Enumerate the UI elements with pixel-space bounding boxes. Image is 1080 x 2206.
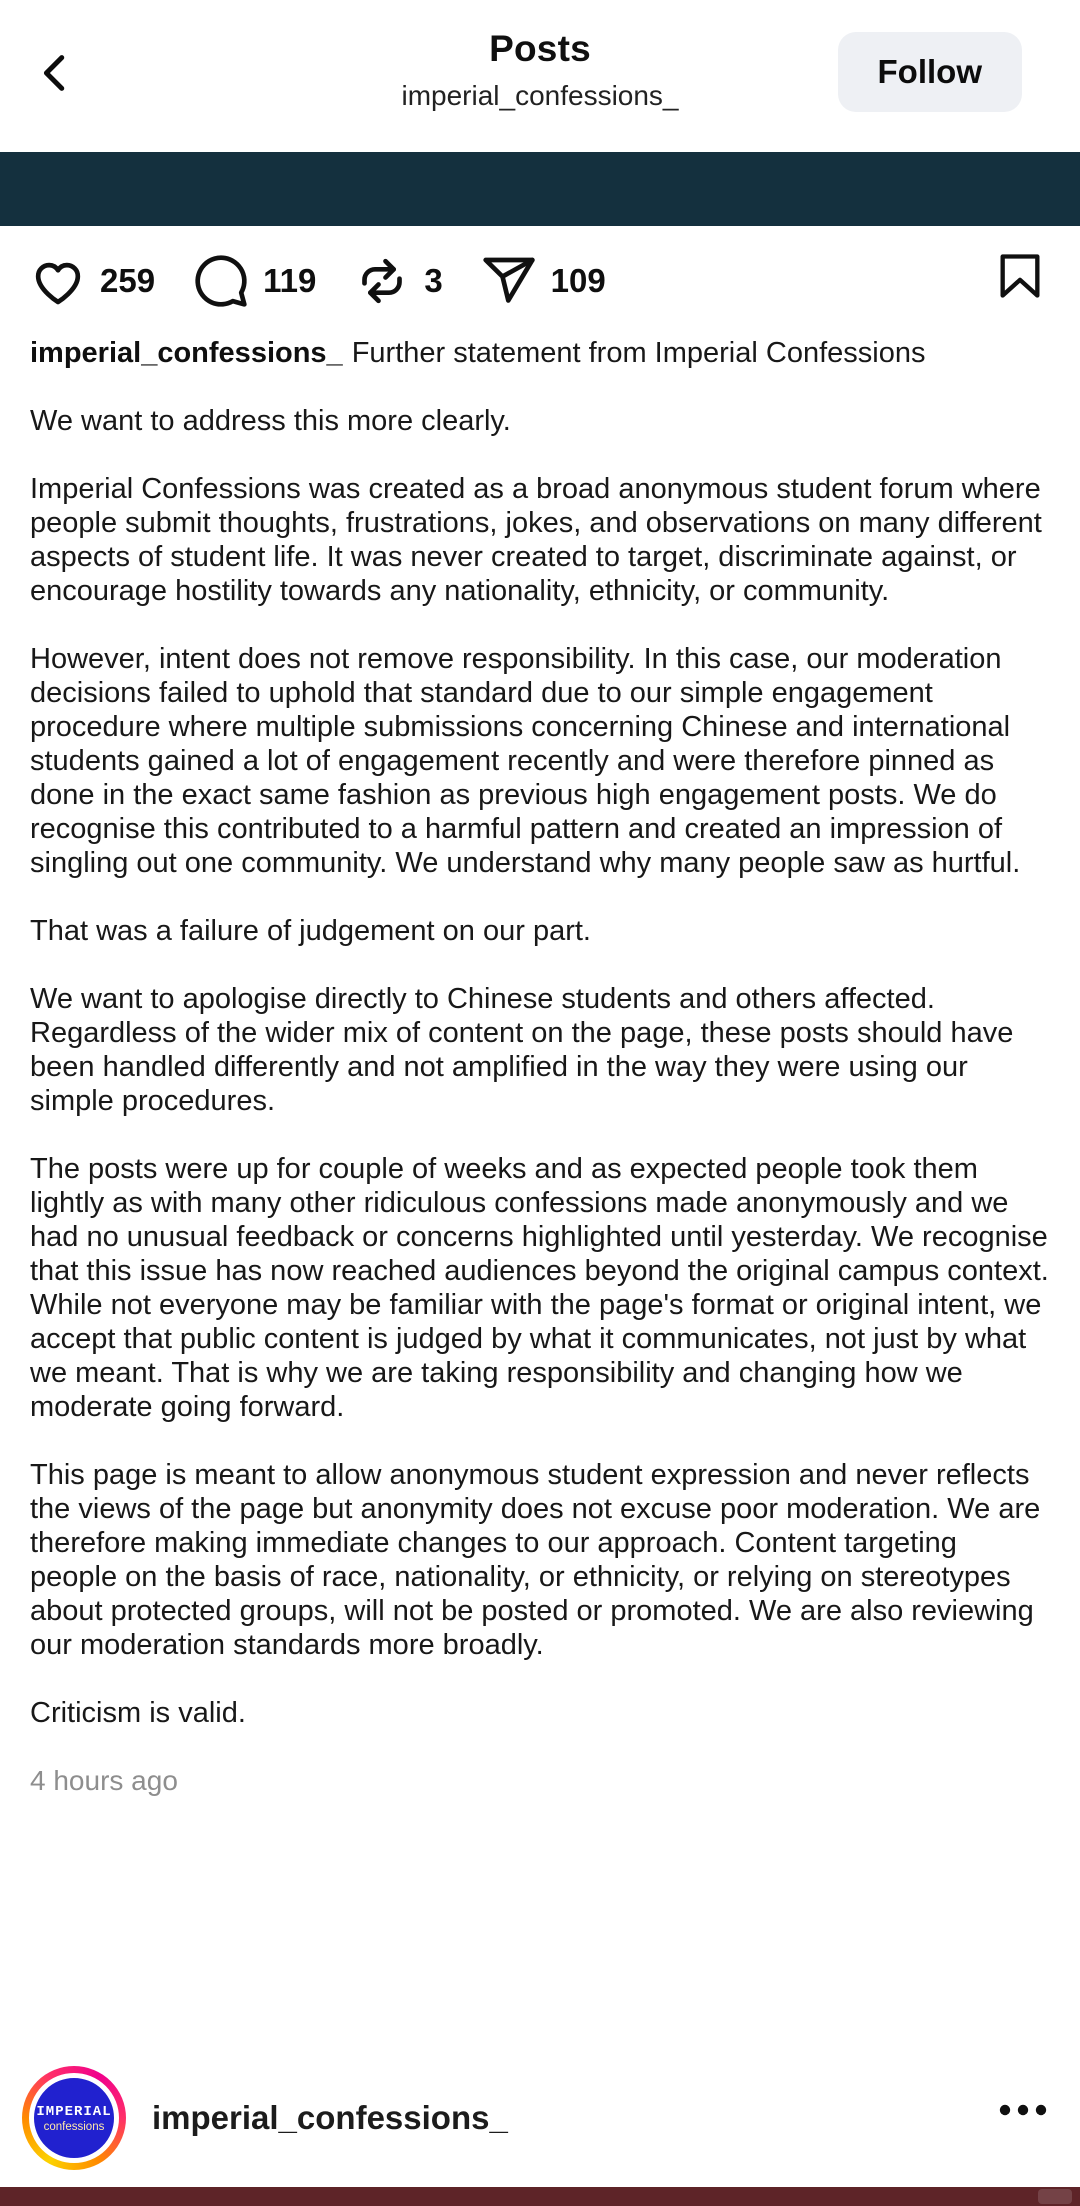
caption-paragraph: Imperial Confessions was created as a broad anonymous student forum where people submit thoughts, frustrations, jokes, and observations on many different aspects of student life. It was never created to target, discriminate against, or encourage hostility towards any nationality, ethnicity, or community. xyxy=(30,473,1042,607)
caption-paragraph: We want to apologise directly to Chinese students and others affected. Regardless of the wider mix of content on the page, these posts should have been handled differently and not amplified in the way they were using our simple procedures. xyxy=(30,983,1014,1117)
caption-paragraph: Criticism is valid. xyxy=(30,1697,246,1729)
caption-paragraph: We want to address this more clearly. xyxy=(30,405,511,437)
page-subtitle: imperial_confessions_ xyxy=(401,80,679,111)
author-username[interactable]: imperial_confessions_ xyxy=(152,2099,508,2136)
next-post-top-strip xyxy=(0,2187,1080,2206)
share-action[interactable] xyxy=(481,253,606,309)
author-row xyxy=(22,2064,1058,2172)
repost-count: 3 xyxy=(424,262,443,299)
caption-headline-row xyxy=(30,336,1052,370)
comment-bubble-icon xyxy=(193,253,249,309)
action-bar xyxy=(30,246,1050,316)
caption-paragraph: This page is meant to allow anonymous student expression and never reflects the views of the page but anonymity does not excuse poor moderation. We are therefore making immediate changes to our approach. Content targeting people on the basis of race, nationality, or ethnicity, or relying on stereotypes about protected groups, will not be posted or promoted. We are also reviewing our moderation standards more broadly. xyxy=(30,1459,1041,1661)
caption-headline: Further statement from Imperial Confessions xyxy=(351,337,926,369)
share-count: 109 xyxy=(550,262,606,299)
header xyxy=(0,0,1080,152)
caption-paragraph: That was a failure of judgement on our part. xyxy=(30,915,591,947)
more-options-button[interactable] xyxy=(998,2100,1048,2123)
follow-button[interactable]: Follow xyxy=(838,32,1022,112)
caption-username[interactable]: imperial_confessions_ xyxy=(30,337,343,369)
heart-icon xyxy=(30,253,86,309)
caption xyxy=(30,336,1052,1798)
bookmark-icon xyxy=(994,291,1046,308)
page-title: Posts xyxy=(489,28,591,69)
post-media-bottom-strip[interactable] xyxy=(0,152,1080,226)
ellipsis-icon xyxy=(998,2100,1048,2123)
caption-paragraph: However, intent does not remove responsibility. In this case, our moderation decisions failed to uphold that standard due to our simple engagement procedure where multiple submissions concerning Chinese and international students gained a lot of engagement recently and were therefore pinned as done in the exact same fashion as previous high engagement posts. We do recognise this contributed to a harmful pattern and created an impression of singling out one community. We understand why many people saw as hurtful. xyxy=(30,643,1021,879)
like-action[interactable] xyxy=(30,253,155,309)
avatar-logo-line2: confessions xyxy=(43,2120,105,2133)
back-button[interactable] xyxy=(30,46,82,102)
avatar[interactable] xyxy=(22,2066,126,2170)
repost-arrows-icon xyxy=(354,253,410,309)
watermark-badge xyxy=(1038,2189,1072,2204)
comment-count: 119 xyxy=(263,262,317,299)
comment-action[interactable] xyxy=(193,253,316,309)
timestamp: 4 hours ago xyxy=(30,1765,178,1796)
caption-paragraph: The posts were up for couple of weeks and as expected people took them lightly as with many other ridiculous confessions made anonymously and we had no unusual feedback or concerns highlighted until yesterday. We recognise that this issue has now reached audiences beyond the original campus context. While not everyone may be familiar with the page's format or original intent, we accept that public content is judged by what it communicates, not just by what we meant. That is why we are taking responsibility and changing how we moderate going forward. xyxy=(30,1153,1049,1423)
avatar-logo xyxy=(29,2073,119,2163)
bookmark-action[interactable] xyxy=(994,248,1046,309)
send-plane-icon xyxy=(481,253,537,309)
back-chevron-icon xyxy=(33,48,79,101)
avatar-logo-line1: IMPERIAL xyxy=(36,2103,112,2120)
like-count: 259 xyxy=(100,262,156,299)
repost-action[interactable] xyxy=(354,253,442,309)
